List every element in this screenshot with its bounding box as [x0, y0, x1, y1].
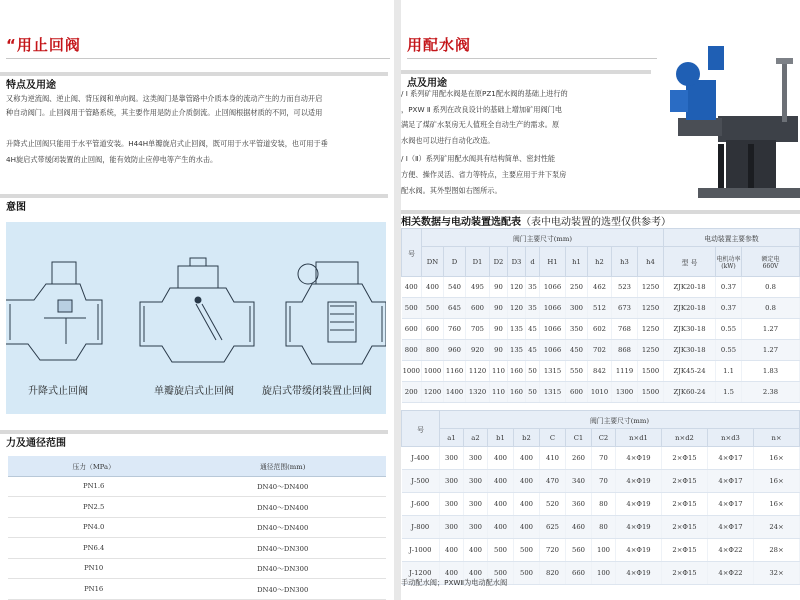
table-cell: 1200: [422, 382, 444, 403]
column-header: h3: [612, 247, 638, 277]
table-cell: 4×Φ17: [708, 516, 754, 539]
check-valve-diagram-panel: [6, 222, 386, 414]
table-cell: 300: [440, 516, 464, 539]
table-cell: 540: [444, 277, 466, 298]
table-cell: 110: [490, 382, 508, 403]
table-cell: 1066: [540, 319, 566, 340]
table-row: [8, 538, 386, 559]
section-heading-table-note: （表中电动装置的选型仅供参考）: [521, 217, 671, 228]
table-cell: 2×Φ15: [662, 493, 708, 516]
table-cell: 16×: [754, 447, 800, 470]
group-header-main-dimensions: 阀门主要尺寸(mm): [440, 411, 800, 429]
table-cell: 28×: [754, 539, 800, 562]
table-cell: ZJK60-24: [664, 382, 716, 403]
table-cell: J-800: [402, 516, 440, 539]
column-header: 通径范围(mm): [179, 456, 386, 476]
table-cell: 500: [488, 539, 514, 562]
table-cell: 100: [592, 539, 616, 562]
table-cell: 1.27: [742, 319, 800, 340]
table-cell: J-600: [402, 493, 440, 516]
section-bar: [0, 194, 388, 198]
table-cell: 400: [440, 562, 464, 585]
table-cell: PN16: [8, 579, 179, 600]
table-cell: 1250: [638, 340, 664, 361]
table-cell: 2×Φ15: [662, 516, 708, 539]
left-catalog-page: [0, 0, 394, 600]
table-cell: 80: [592, 493, 616, 516]
dimension-motor-table: [401, 228, 800, 403]
table-cell: 1320: [466, 382, 490, 403]
table-cell: 35: [526, 298, 540, 319]
table-row: [402, 277, 800, 298]
table-cell: 4×Φ22: [708, 562, 754, 585]
table-cell: 0.8: [742, 298, 800, 319]
paragraph-line: 满足了煤矿水泵房无人值班全自动生产的需求。原: [401, 120, 560, 129]
table-cell: 1250: [638, 319, 664, 340]
column-header: [742, 247, 800, 277]
section-bar: [0, 72, 388, 76]
column-header: n×d2: [662, 429, 708, 447]
table-cell: 1300: [612, 382, 638, 403]
table-cell: 1120: [466, 361, 490, 382]
table-cell: J-1200: [402, 562, 440, 585]
paragraph-line: 方便、操作灵活、省力等特点，主要应用于井下泵房: [401, 170, 567, 179]
table-cell: 110: [490, 361, 508, 382]
table-cell: 1119: [612, 361, 638, 382]
table-row: [8, 558, 386, 579]
table-row: [402, 361, 800, 382]
table-cell: 90: [490, 340, 508, 361]
table-cell: 0.55: [716, 340, 742, 361]
column-header: D: [444, 247, 466, 277]
table-cell: 400: [488, 470, 514, 493]
table-cell: 4×Φ19: [616, 493, 662, 516]
table-row: [402, 319, 800, 340]
table-cell: 400: [488, 493, 514, 516]
table-cell: 400: [422, 277, 444, 298]
paragraph-line: 水阀也可以进行自动化改造。: [401, 136, 495, 145]
table-cell: 100: [592, 562, 616, 585]
table-cell: 4×Φ19: [616, 562, 662, 585]
table-cell: 24×: [754, 516, 800, 539]
table-cell: 135: [508, 319, 526, 340]
table-row: [402, 447, 800, 470]
table-cell: 135: [508, 340, 526, 361]
table-cell: 120: [508, 298, 526, 319]
column-header: 号: [402, 411, 440, 447]
section-heading-features: 点及用途: [407, 78, 447, 89]
table-cell: 500: [422, 298, 444, 319]
paragraph-line: 配水阀。其外型图如右图所示。: [401, 186, 502, 195]
page-title: “用止回阀: [6, 36, 81, 54]
table-row: [402, 298, 800, 319]
table-cell: 1.83: [742, 361, 800, 382]
table-footnote: 手动配水阀；PXWⅡ为电动配水阀: [401, 578, 508, 587]
paragraph-line: 升降式止回阀只能用于水平管道安装。H44H单瓣旋启式止回阀，既可用于水平管道安装，也可用于垂: [6, 139, 328, 148]
table-cell: 1.1: [716, 361, 742, 382]
column-header-rated: 额定电: [761, 255, 780, 263]
table-cell: 645: [444, 298, 466, 319]
table-cell: 800: [422, 340, 444, 361]
column-header: C2: [592, 429, 616, 447]
table-cell: PN2.5: [8, 497, 179, 518]
table-cell: 600: [466, 298, 490, 319]
column-header-voltage: 660V: [762, 262, 779, 270]
table-cell: 4×Φ19: [616, 447, 662, 470]
table-cell: 4×Φ17: [708, 447, 754, 470]
table-cell: 340: [566, 470, 592, 493]
table-row: [8, 497, 386, 518]
column-header: DN: [422, 247, 444, 277]
column-header: b2: [514, 429, 540, 447]
table-cell: 160: [508, 361, 526, 382]
table-cell: 400: [514, 493, 540, 516]
table-cell: 1315: [540, 382, 566, 403]
paragraph-line: 种自动阀门。止回阀用于管路系统，其主要作用是防止介质倒流。止回阀根据材质的不同，可以适用: [6, 108, 323, 117]
table-cell: 2.38: [742, 382, 800, 403]
table-cell: 80: [592, 516, 616, 539]
table-cell: 400: [514, 516, 540, 539]
table-cell: 1250: [638, 298, 664, 319]
table-cell: 1500: [638, 382, 664, 403]
column-header: 型 号: [664, 247, 716, 277]
column-header: 电机功率(kW): [716, 247, 742, 277]
column-header: a1: [440, 429, 464, 447]
table-cell: 512: [588, 298, 612, 319]
title-underline: [6, 58, 390, 59]
table-cell: 4×Φ19: [616, 516, 662, 539]
table-row: [402, 340, 800, 361]
lift-check-valve-drawing: [6, 262, 102, 360]
table-cell: 2×Φ15: [662, 447, 708, 470]
section-heading-table-title: 相关数据与电动装置选配表: [401, 217, 521, 228]
table-cell: 4×Φ17: [708, 470, 754, 493]
table-cell: 560: [566, 539, 592, 562]
table-cell: DN40～DN400: [179, 476, 386, 497]
table-cell: 520: [540, 493, 566, 516]
table-cell: 4×Φ17: [708, 493, 754, 516]
table-cell: 768: [612, 319, 638, 340]
table-cell: 400: [402, 277, 422, 298]
paragraph-line: 4H旋启式带缓闭装置的止回阀，能有效防止应停电等产生的水击。: [6, 155, 218, 164]
table-row: [402, 493, 800, 516]
table-cell: 960: [444, 340, 466, 361]
table-cell: 350: [566, 319, 588, 340]
table-cell: 1.27: [742, 340, 800, 361]
table-cell: 600: [566, 382, 588, 403]
table-cell: 500: [488, 562, 514, 585]
motor-actuator: [686, 80, 716, 120]
column-header: d: [526, 247, 540, 277]
column-header: b1: [488, 429, 514, 447]
table-cell: 0.55: [716, 319, 742, 340]
table-cell: 35: [526, 277, 540, 298]
table-cell: J-400: [402, 447, 440, 470]
column-header: a2: [464, 429, 488, 447]
table-cell: 45: [526, 319, 540, 340]
table-cell: 462: [588, 277, 612, 298]
table-cell: 90: [490, 319, 508, 340]
table-cell: 450: [566, 340, 588, 361]
table-cell: 1315: [540, 361, 566, 382]
table-cell: 360: [566, 493, 592, 516]
paragraph-line: 又称为逆流阀、逆止阀、背压阀和单向阀。这类阀门是靠管路中介质本身的流动产生的力而自动开启: [6, 94, 323, 103]
table-cell: 16×: [754, 493, 800, 516]
table-cell: 410: [540, 447, 566, 470]
table-cell: 1010: [588, 382, 612, 403]
table-cell: 705: [466, 319, 490, 340]
table-cell: 0.37: [716, 298, 742, 319]
diagram-label-lift: 升降式止回阀: [28, 386, 88, 397]
column-header: C1: [566, 429, 592, 447]
table-cell: 16×: [754, 470, 800, 493]
table-cell: 50: [526, 382, 540, 403]
table-cell: 600: [402, 319, 422, 340]
table-cell: 842: [588, 361, 612, 382]
table-cell: 300: [440, 447, 464, 470]
table-cell: 1500: [638, 361, 664, 382]
table-cell: 2×Φ15: [662, 539, 708, 562]
table-cell: 300: [464, 447, 488, 470]
table-cell: ZJK30-18: [664, 319, 716, 340]
column-header: D1: [466, 247, 490, 277]
table-cell: 550: [566, 361, 588, 382]
table-cell: PN1.6: [8, 476, 179, 497]
table-cell: DN40～DN400: [179, 497, 386, 518]
table-cell: 760: [444, 319, 466, 340]
table-row: [402, 470, 800, 493]
table-cell: 4×Φ22: [708, 539, 754, 562]
table-cell: 300: [464, 516, 488, 539]
table-cell: 300: [566, 298, 588, 319]
pressure-range-table: [8, 456, 386, 600]
table-cell: 460: [566, 516, 592, 539]
flange-dimension-table: [401, 410, 800, 585]
table-cell: 300: [440, 470, 464, 493]
column-header: C: [540, 429, 566, 447]
paragraph-line: ，PXW Ⅱ 系列在改良设计的基础上增加矿用阀门电: [401, 105, 563, 114]
table-row: [402, 382, 800, 403]
table-cell: 70: [592, 447, 616, 470]
table-cell: DN40～DN400: [179, 517, 386, 538]
swing-check-valve-drawing: [140, 258, 254, 362]
table-cell: ZJK45-24: [664, 361, 716, 382]
table-cell: 400: [464, 562, 488, 585]
table-cell: 625: [540, 516, 566, 539]
table-cell: 120: [508, 277, 526, 298]
distribution-valve-photo: [658, 40, 800, 202]
column-header: h1: [566, 247, 588, 277]
table-cell: 523: [612, 277, 638, 298]
table-cell: 300: [464, 493, 488, 516]
table-cell: 1000: [422, 361, 444, 382]
table-cell: 1400: [444, 382, 466, 403]
table-cell: 1160: [444, 361, 466, 382]
table-cell: 90: [490, 277, 508, 298]
table-cell: 300: [464, 470, 488, 493]
group-header-main-dimensions: 阀门主要尺寸(mm): [422, 229, 664, 247]
paragraph-line: / I（Ⅱ）系列矿用配水阀具有结构简单、密封性能: [401, 154, 556, 163]
table-cell: ZJK20-18: [664, 298, 716, 319]
table-cell: 920: [466, 340, 490, 361]
column-header: n×d1: [616, 429, 662, 447]
table-cell: 400: [514, 470, 540, 493]
table-cell: J-500: [402, 470, 440, 493]
column-header: H1: [540, 247, 566, 277]
table-cell: PN4.0: [8, 517, 179, 538]
table-cell: 720: [540, 539, 566, 562]
table-cell: 200: [402, 382, 422, 403]
table-cell: 500: [402, 298, 422, 319]
column-header: n×: [754, 429, 800, 447]
table-cell: 495: [466, 277, 490, 298]
table-cell: 1250: [638, 277, 664, 298]
table-cell: 400: [440, 539, 464, 562]
diagram-label-slow-close: 旋启式带缓闭装置止回阀: [262, 386, 372, 397]
table-row: [8, 517, 386, 538]
table-row: [8, 476, 386, 497]
table-cell: 2×Φ15: [662, 562, 708, 585]
paragraph-line: / I 系列矿用配水阀是在原PZ1配水阀的基础上进行的: [401, 89, 568, 98]
table-header-row: [8, 456, 386, 476]
table-cell: 260: [566, 447, 592, 470]
table-cell: 673: [612, 298, 638, 319]
table-cell: DN40～DN300: [179, 579, 386, 600]
table-cell: 1066: [540, 277, 566, 298]
page-gutter: [394, 0, 401, 600]
table-cell: 868: [612, 340, 638, 361]
diagram-label-swing: 单瓣旋启式止回阀: [154, 386, 234, 397]
column-header: 号: [402, 229, 422, 277]
table-cell: 90: [490, 298, 508, 319]
column-header: h4: [638, 247, 664, 277]
table-row: [402, 539, 800, 562]
table-cell: 160: [508, 382, 526, 403]
column-header: n×d3: [708, 429, 754, 447]
table-cell: PN10: [8, 558, 179, 579]
title-underline: [407, 58, 657, 59]
table-cell: 400: [488, 447, 514, 470]
table-cell: 702: [588, 340, 612, 361]
table-cell: 500: [514, 539, 540, 562]
table-cell: J-1000: [402, 539, 440, 562]
table-cell: 500: [514, 562, 540, 585]
table-cell: 1066: [540, 340, 566, 361]
table-cell: DN40～DN300: [179, 558, 386, 579]
table-cell: PN6.4: [8, 538, 179, 559]
table-cell: DN40～DN300: [179, 538, 386, 559]
column-header: D3: [508, 247, 526, 277]
table-cell: 250: [566, 277, 588, 298]
table-cell: ZJK30-18: [664, 340, 716, 361]
table-cell: 660: [566, 562, 592, 585]
table-cell: ZJK20-18: [664, 277, 716, 298]
table-cell: 1000: [402, 361, 422, 382]
section-heading-features: 特点及用途: [6, 80, 56, 91]
table-row: [8, 579, 386, 600]
table-cell: 400: [488, 516, 514, 539]
column-header: 压力（MPa）: [8, 456, 179, 476]
table-cell: 0.37: [716, 277, 742, 298]
table-cell: 800: [402, 340, 422, 361]
table-cell: 32×: [754, 562, 800, 585]
table-cell: 600: [422, 319, 444, 340]
column-header: D2: [490, 247, 508, 277]
table-cell: 400: [464, 539, 488, 562]
table-cell: 300: [440, 493, 464, 516]
table-cell: 45: [526, 340, 540, 361]
table-cell: 820: [540, 562, 566, 585]
table-cell: 50: [526, 361, 540, 382]
column-header: h2: [588, 247, 612, 277]
table-cell: 1066: [540, 298, 566, 319]
table-cell: 4×Φ19: [616, 470, 662, 493]
section-heading-diagram: 意图: [6, 202, 26, 213]
slow-close-check-valve-drawing: [286, 262, 386, 364]
table-cell: 470: [540, 470, 566, 493]
table-cell: 400: [514, 447, 540, 470]
section-heading-table: [401, 213, 671, 228]
table-cell: 602: [588, 319, 612, 340]
group-header-motor: 电动装置主要参数: [664, 229, 800, 247]
section-heading-range: 力及通径范围: [6, 438, 66, 449]
table-row: [402, 516, 800, 539]
table-cell: 70: [592, 470, 616, 493]
table-cell: 4×Φ19: [616, 539, 662, 562]
table-cell: 2×Φ15: [662, 470, 708, 493]
page-title: 用配水阀: [407, 36, 472, 54]
table-cell: 0.8: [742, 277, 800, 298]
table-cell: 1.5: [716, 382, 742, 403]
